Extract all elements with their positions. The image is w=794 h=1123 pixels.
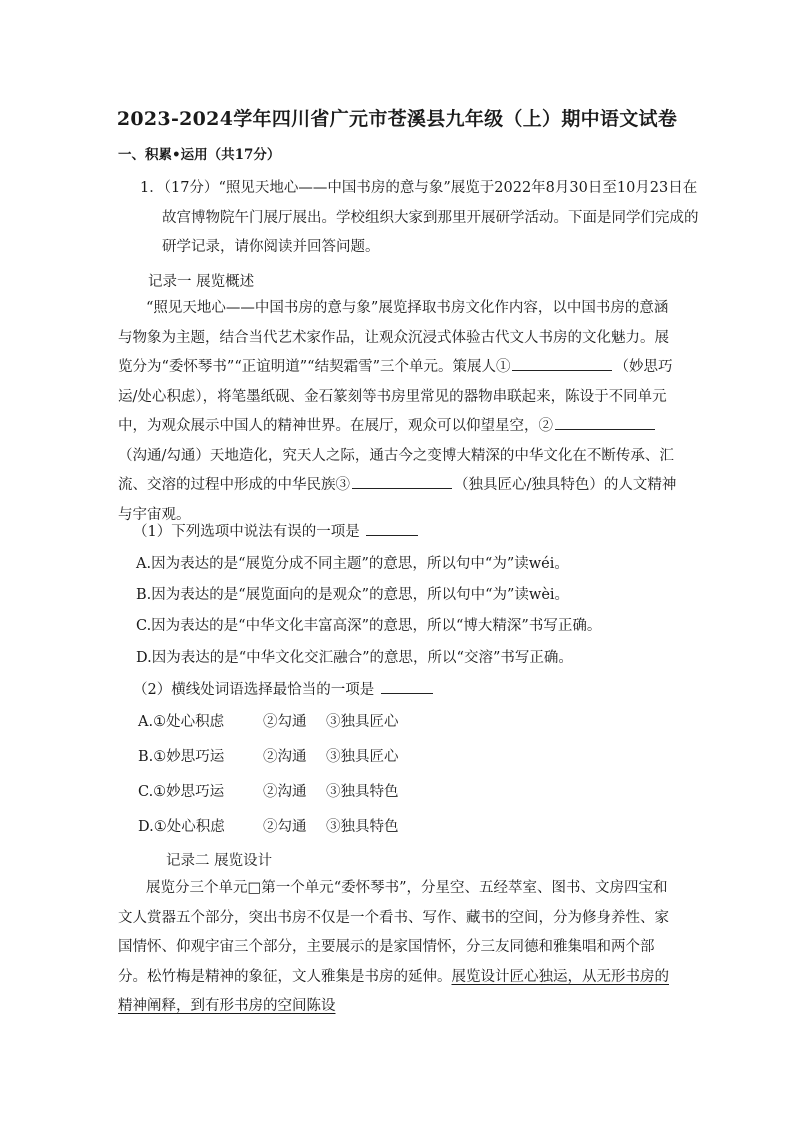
question-intro-text: “照见天地心——中国书房的意与象”展览于2022年8月30日至10月23日在故宫博物院午门展厅展出。学校组织大家到那里开展研学活动。下面是同学们完成的研学记录，请你阅读并回答问题。 <box>162 180 699 255</box>
option-2a-part-2: ②勾通 <box>263 714 307 730</box>
option-2a-part-3: ③独具匠心 <box>326 714 399 730</box>
option-1b: B.因为表达的是“展览面向的是观众”的意思，所以句中“为”读wèi。 <box>136 587 570 603</box>
option-2b-part-2: ②沟通 <box>263 749 307 765</box>
option-2b-part-3: ③独具匠心 <box>326 749 399 765</box>
blank-3[interactable] <box>352 487 452 489</box>
record-2-heading: 记录二 展览设计 <box>166 853 273 869</box>
record-1-text-a: “照见天地心——中国书房的意与象”展览择取书房文化作内容，以中国书房的意涵与物象为主题，结合当代艺术家作品，让观众沉浸式体验古代文人书房的文化魅力。展览分为“委怀琴书”“正谊明道”“结契霜雪”三个单元。策展人① <box>118 300 669 375</box>
option-2c-part-2: ②沟通 <box>263 784 307 800</box>
question-1-intro <box>140 174 700 263</box>
sub-question-1 <box>133 520 420 541</box>
option-2d-part-2: ②勾通 <box>263 819 307 835</box>
option-2d-part-1: D.①处心积虑 <box>138 819 225 835</box>
record-2-text: 展览分三个单元□第一个单元“委怀琴书”，分星空、五经萃室、图书、文房四宝和文人赏器五个部分，突出书房不仅是一个看书、写作、藏书的空间，分为修身养性、家国情怀、仰观宇宙三个部分，主要展示的是家国情怀，分三友同德和雅集唱和两个部分。松竹梅是精神的象征，文人雅集是书房的延伸。 <box>118 880 669 985</box>
blank-1[interactable] <box>512 369 612 371</box>
question-score: （17分） <box>163 180 219 196</box>
record-1-text-b: （妙思巧运/处心积虑），将笔墨纸砚、金石篆刻等书房里常见的器物串联起来，陈设于不同单元中，为观众展示中国人的精神世界。在展厅，观众可以仰望星空，② <box>118 359 673 434</box>
question-number: 1． <box>140 180 164 196</box>
option-1a: A.因为表达的是“展览分成不同主题”的意思，所以句中“为”读wéi。 <box>136 556 569 572</box>
option-2d-part-3: ③独具特色 <box>326 819 399 835</box>
blank-2[interactable] <box>555 428 655 430</box>
option-1c: C.因为表达的是“中华文化丰富高深”的意思，所以“博大精深”书写正确。 <box>136 618 602 634</box>
option-2d <box>138 815 399 836</box>
option-1d: D.因为表达的是“中华文化交汇融合”的意思，所以“交溶”书写正确。 <box>136 650 573 666</box>
page-title: 2023-2024学年四川省广元市苍溪县九年级（上）期中语文试卷 <box>116 108 678 130</box>
section-heading: 一、积累•运用（共17分） <box>118 147 281 163</box>
record-2-paragraph <box>118 874 678 1022</box>
option-2a <box>138 710 399 731</box>
record-1-text-d: （独具匠心/独具特色）的人文精神与宇宙观。 <box>118 477 677 523</box>
option-2a-part-1: A.①处心积虑 <box>138 714 225 730</box>
sub-question-2-answer-blank[interactable] <box>381 692 433 694</box>
option-2c-part-3: ③独具特色 <box>326 784 399 800</box>
sub-question-2 <box>133 678 435 699</box>
record-2-underlined-text: 展览设计匠心独运，从无形书房的精神阐释，到有形书房的空间陈设 <box>118 968 669 1014</box>
option-2b <box>138 745 399 766</box>
option-2c-part-1: C.①妙思巧运 <box>138 784 225 800</box>
sub-question-2-stem: （2）横线处词语选择最恰当的一项是 <box>133 682 375 698</box>
option-2c <box>138 780 399 801</box>
record-1-paragraph <box>118 294 678 530</box>
record-1-heading: 记录一 展览概述 <box>148 274 255 290</box>
sub-question-1-stem: （1）下列选项中说法有误的一项是 <box>133 524 360 540</box>
sub-question-1-answer-blank[interactable] <box>366 534 418 536</box>
option-2b-part-1: B.①妙思巧运 <box>138 749 225 765</box>
record-1-text-c: （沟通/勾通）天地造化，究天人之际，通古今之变博大精深的中华文化在不断传承、汇流、交溶的过程中形成的中华民族③ <box>118 447 674 493</box>
